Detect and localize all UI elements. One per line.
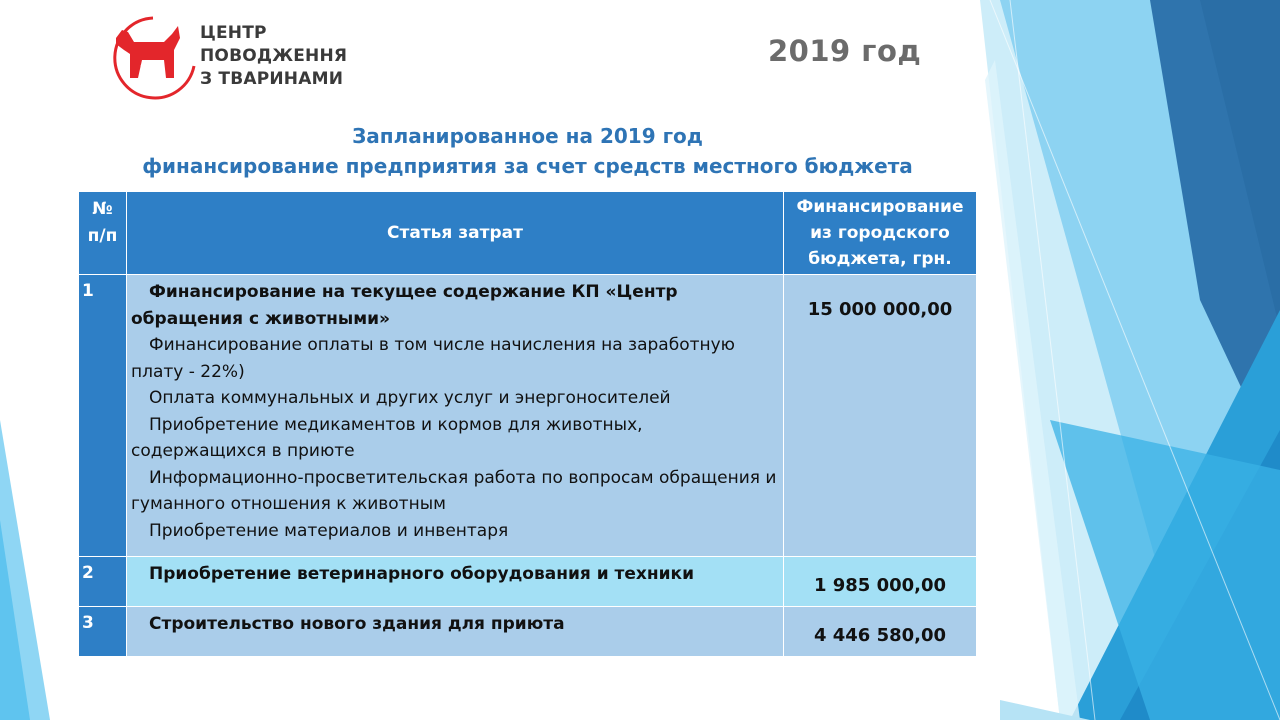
row-items bbox=[127, 607, 784, 657]
table-row bbox=[79, 275, 977, 557]
logo-line-3: З ТВАРИНАМИ bbox=[200, 69, 344, 89]
logo-line-2: ПОВОДЖЕННЯ bbox=[200, 46, 348, 66]
row-item-line: Приобретение материалов и инвентаря bbox=[149, 520, 509, 541]
dog-cat-heart-logo-icon bbox=[108, 14, 198, 104]
row-number: 2 bbox=[79, 557, 127, 607]
row-item-line: Приобретение ветеринарного оборудования и техники bbox=[149, 564, 694, 584]
header-amount: Финансирование из городского бюджета, грн. bbox=[784, 192, 977, 275]
row-item-line: Оплата коммунальных и других услуг и энергоносителей bbox=[149, 388, 671, 408]
row-items bbox=[127, 275, 784, 557]
row-amount: 15 000 000,00 bbox=[784, 275, 977, 557]
row-amount: 1 985 000,00 bbox=[784, 557, 977, 607]
row-items bbox=[127, 557, 784, 607]
logo bbox=[108, 14, 348, 104]
budget-table bbox=[78, 191, 977, 657]
row-item-line: Строительство нового здания для приюта bbox=[149, 614, 565, 634]
page-title-line-1: Запланированное на 2019 год bbox=[352, 124, 703, 148]
logo-text bbox=[200, 22, 347, 91]
table-header-row bbox=[79, 192, 977, 275]
row-item-line: Приобретение медикаментов и кормов для животных, содержащихся в приюте bbox=[131, 414, 643, 461]
year-label: 2019 год bbox=[768, 34, 922, 68]
logo-line-1: ЦЕНТР bbox=[200, 23, 267, 43]
page-title-line-2: финансирование предприятия за счет средств местного бюджета bbox=[142, 154, 913, 178]
table-row bbox=[79, 607, 977, 657]
table-row bbox=[79, 557, 977, 607]
header-num: № п/п bbox=[79, 192, 127, 275]
header-item: Статья затрат bbox=[127, 192, 784, 275]
row-item-line: Финансирование на текущее содержание КП «Центр обращения с животными» bbox=[131, 282, 678, 329]
row-amount: 4 446 580,00 bbox=[784, 607, 977, 657]
row-number: 3 bbox=[79, 607, 127, 657]
row-number: 1 bbox=[79, 275, 127, 557]
row-item-line: Информационно-просветительская работа по вопросам обращения и гуманного отношения к животным bbox=[131, 467, 777, 514]
row-item-line: Финансирование оплаты в том числе начисления на заработную плату - 22%) bbox=[131, 335, 735, 382]
